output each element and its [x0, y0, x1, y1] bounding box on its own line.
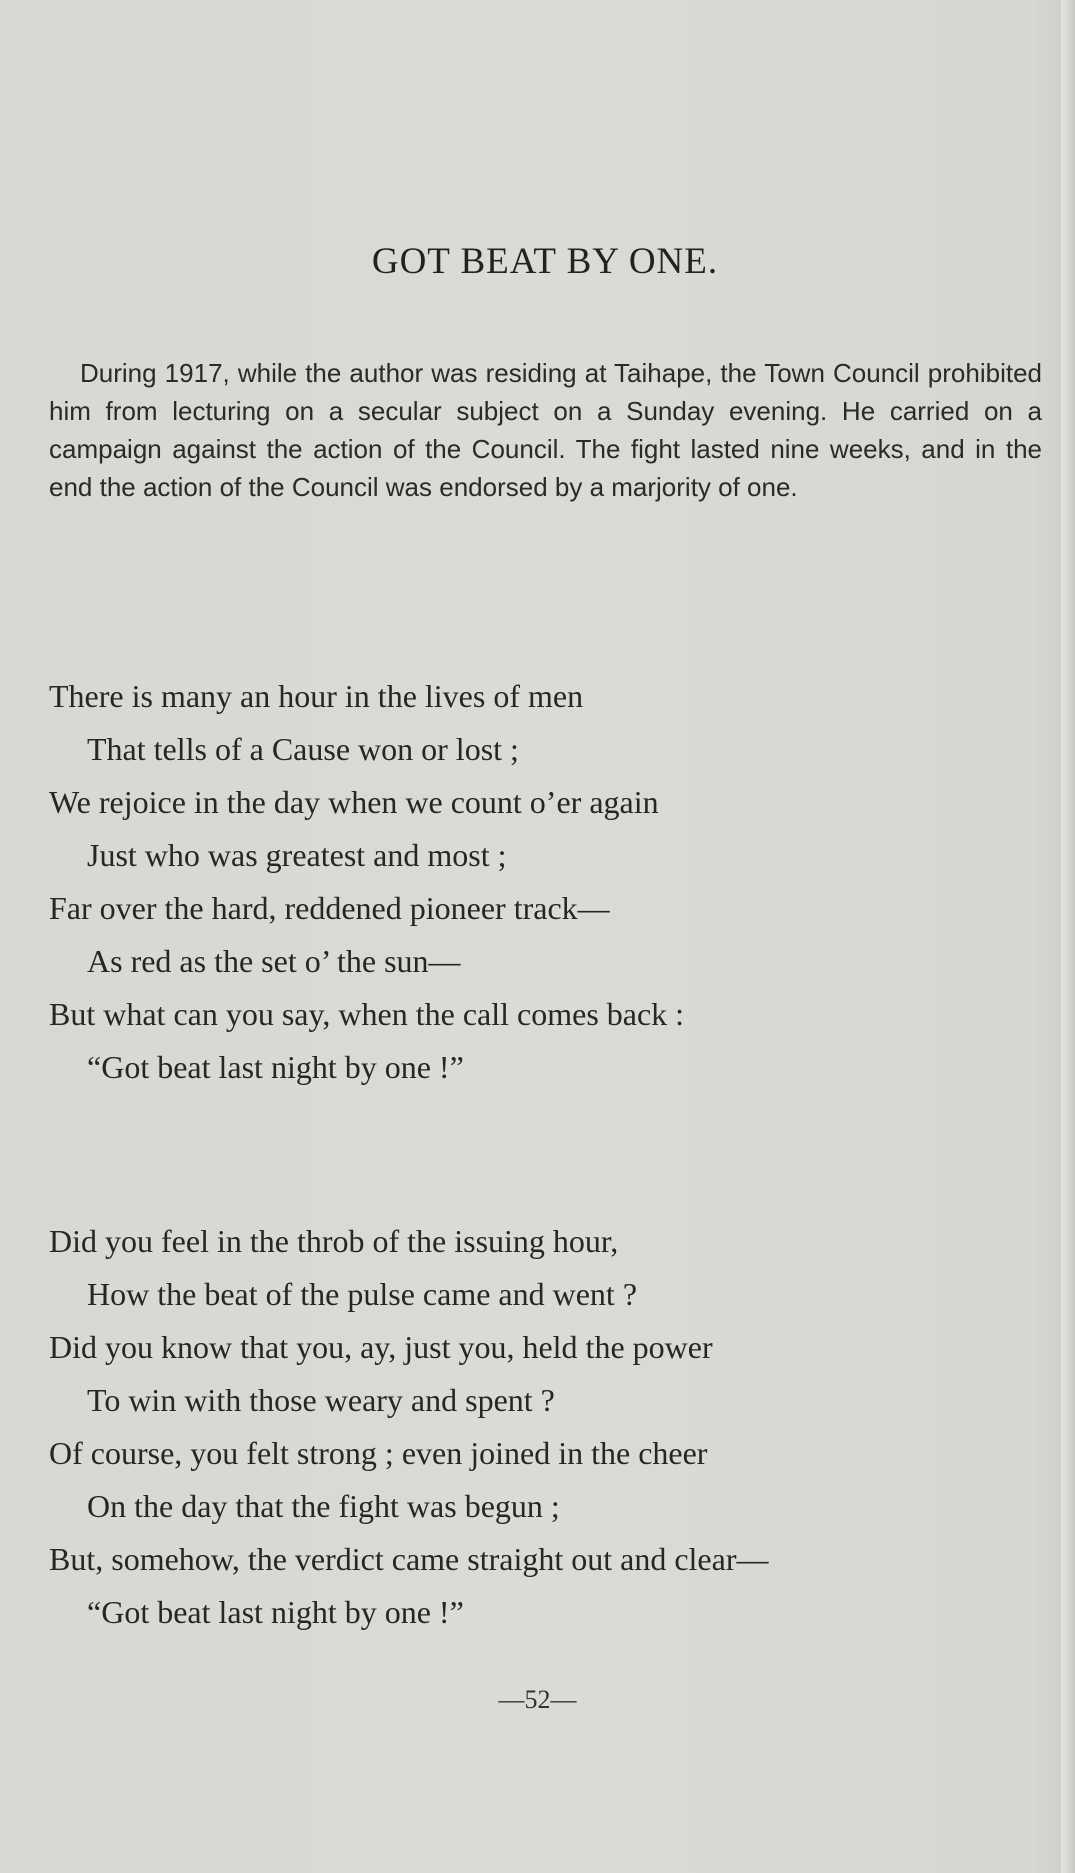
verse-line: “Got beat last night by one !”	[87, 1049, 464, 1085]
verse-line: Far over the hard, reddened pioneer track—	[49, 890, 610, 926]
verse-line: Of course, you felt strong ; even joined in the cheer	[49, 1435, 708, 1471]
intro-text: During 1917, while the author was residing at Taihape, the Town Council prohibited him from lecturing on a secular subject on a Sunday evening. He carried on a campaign against the action of the Council. The fight lasted nine weeks, and in the end the action of the Council was endorsed by a marjority of one.	[49, 358, 1042, 502]
verse-line: Did you feel in the throb of the issuing hour,	[49, 1223, 619, 1259]
intro-paragraph	[49, 354, 1042, 506]
stanza-2	[49, 1215, 1059, 1639]
verse-line: Did you know that you, ay, just you, held the power	[49, 1329, 713, 1365]
stanza-1	[49, 670, 1059, 1094]
verse-line: But what can you say, when the call comes back :	[49, 996, 685, 1032]
verse-line: There is many an hour in the lives of men	[49, 678, 584, 714]
poem-title: GOT BEAT BY ONE.	[371, 241, 719, 282]
verse-line: On the day that the fight was begun ;	[87, 1488, 560, 1524]
verse-line: “Got beat last night by one !”	[87, 1594, 464, 1630]
verse-line: But, somehow, the verdict came straight out and clear—	[49, 1541, 769, 1577]
verse-line: As red as the set o’ the sun—	[87, 943, 461, 979]
page-number: —52—	[498, 1685, 577, 1714]
verse-line: We rejoice in the day when we count o’er again	[49, 784, 659, 820]
verse-line: How the beat of the pulse came and went ?	[87, 1276, 638, 1312]
verse-line: To win with those weary and spent ?	[87, 1382, 555, 1418]
verse-line: Just who was greatest and most ;	[87, 837, 507, 873]
verse-line: That tells of a Cause won or lost ;	[87, 731, 519, 767]
